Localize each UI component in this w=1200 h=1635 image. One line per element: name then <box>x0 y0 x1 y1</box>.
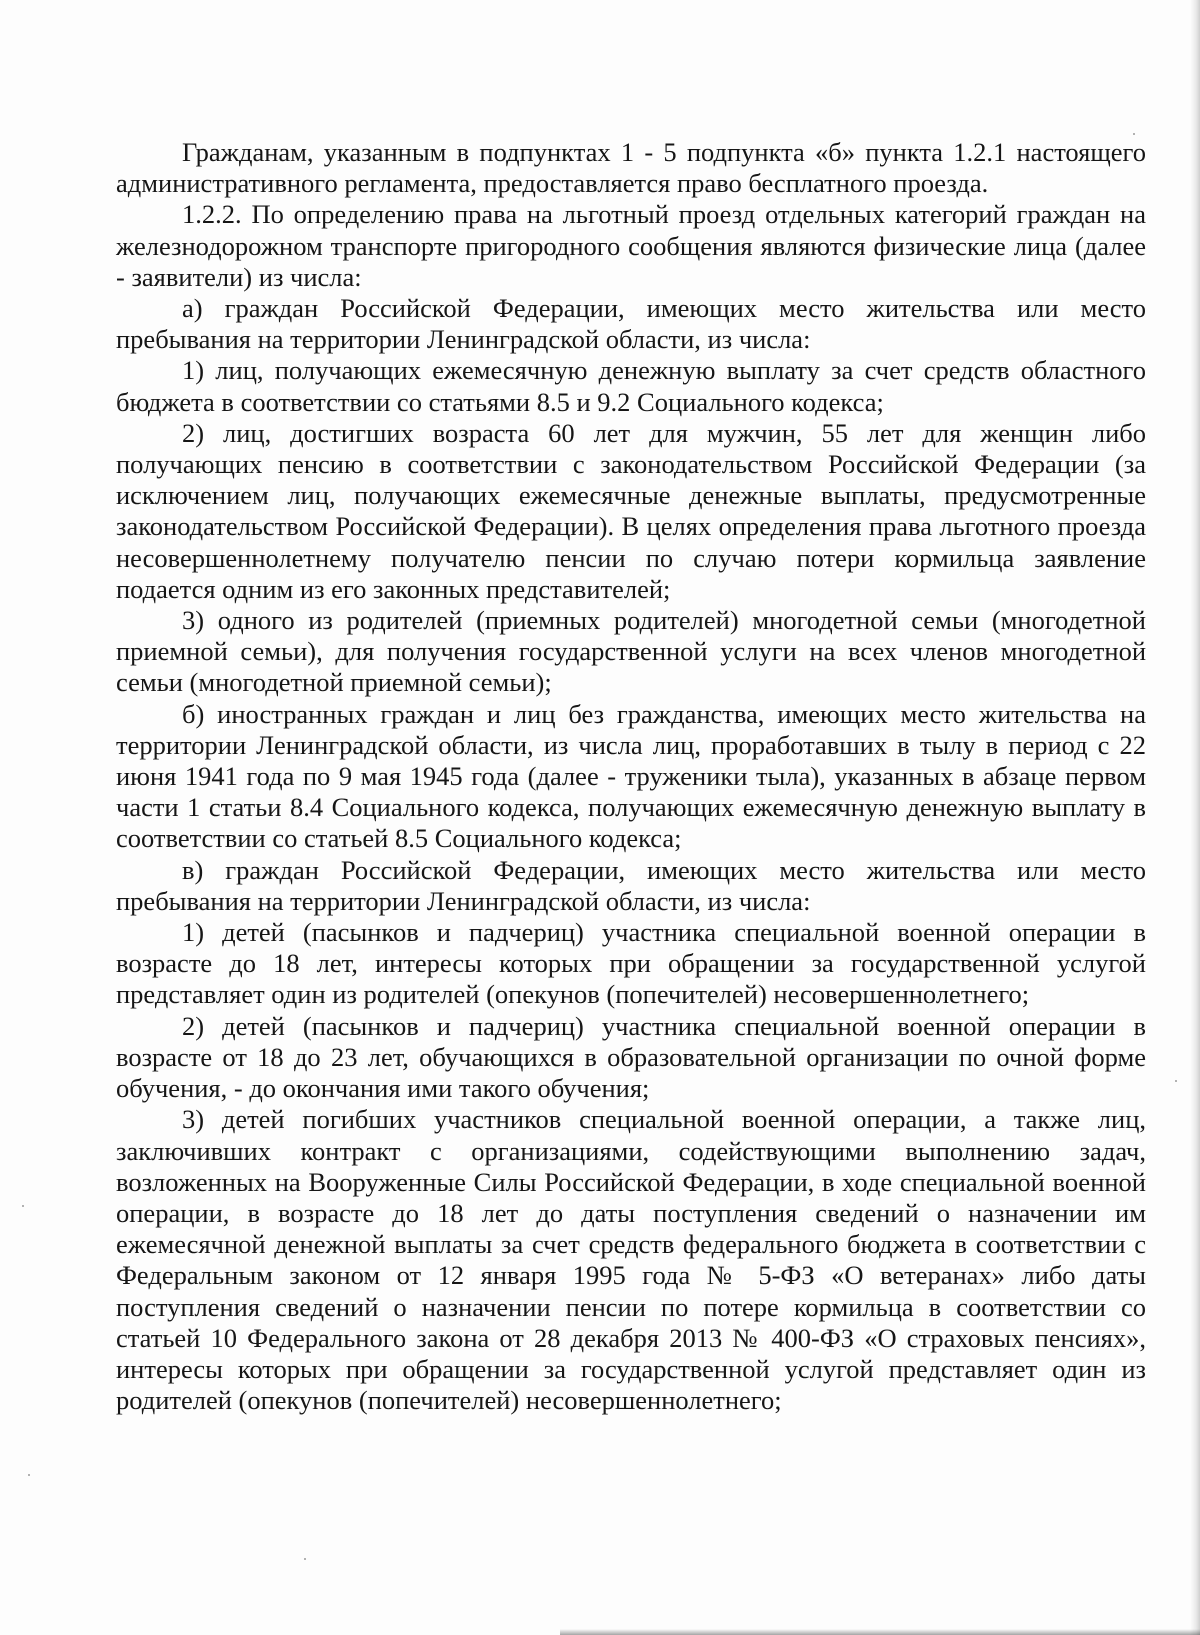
scan-speck <box>304 1558 306 1560</box>
paragraph: 3) одного из родителей (приемных родителей) многодетной семьи (многодетной приемной семьи), для получения государственной услуги на всех членов многодетной семьи (многодетной приемной семьи); <box>116 605 1146 698</box>
document-body <box>116 137 1146 1416</box>
scan-speck <box>28 1474 30 1476</box>
paragraph: Гражданам, указанным в подпунктах 1 - 5 подпункта «б» пункта 1.2.1 настоящего административного регламента, предоставляется право бесплатного проезда. <box>116 137 1146 199</box>
paragraph: а) граждан Российской Федерации, имеющих место жительства или место пребывания на территории Ленинградской области, из числа: <box>116 293 1146 355</box>
scan-shadow-right <box>1190 0 1200 1635</box>
scan-shadow-bottom <box>560 1629 1200 1635</box>
paragraph: 2) лиц, достигших возраста 60 лет для мужчин, 55 лет для женщин либо получающих пенсию в соответствии с законодательством Российской Федерации (за исключением лиц, получающих ежемесячные денежные выплаты, предусмотренные законодательством Российской Федерации). В целях определения права льготного проезда несовершеннолетнему получателю пенсии по случаю потери кормильца заявление подается одним из его законных представителей; <box>116 417 1146 604</box>
paragraph: 2) детей (пасынков и падчериц) участника специальной военной операции в возрасте от 18 до 23 лет, обучающихся в образовательной организации по очной форме обучения, - до окончания ими такого обучения; <box>116 1010 1146 1104</box>
scan-speck <box>22 1205 24 1207</box>
scan-speck <box>1175 1080 1177 1082</box>
paragraph: 1.2.2. По определению права на льготный проезд отдельных категорий граждан на железнодорожном транспорте пригородного сообщения являются физические лица (далее - заявители) из числа: <box>116 199 1146 292</box>
paragraph: б) иностранных граждан и лиц без гражданства, имеющих место жительства на территории Ленинградской области, из числа лиц, проработавших в тылу в период с 22 июня 1941 года по 9 мая 1945 года (далее - труженики тыла), указанных в абзаце первом части 1 статьи 8.4 Социального кодекса, получающих ежемесячную денежную выплату в соответствии со статьей 8.5 Социального кодекса; <box>116 698 1146 854</box>
paragraph: 1) детей (пасынков и падчериц) участника специальной военной операции в возрасте до 18 лет, интересы которых при обращении за государственной услугой представляет один из родителей (опекунов (попечителей) несовершеннолетнего; <box>116 917 1146 1010</box>
scan-speck <box>1133 133 1135 135</box>
paragraph: 3) детей погибших участников специальной военной операции, а также лиц, заключивших контракт с организациями, содействующими выполнению задач, возложенных на Вооруженные Силы Российской Федерации, в ходе специальной военной операции, в возрасте до 18 лет до даты поступления сведений о назначении им ежемесячной денежной выплаты за счет средств федерального бюджета в соответствии с Федеральным законом от 12 января 1995 года № 5-ФЗ «О ветеранах» либо даты поступления сведений о назначении пенсии по потере кормильца в соответствии со статьей 10 Федерального закона от 28 декабря 2013 № 400-ФЗ «О страховых пенсиях», интересы которых при обращении за государственной услугой представляет один из родителей (опекунов (попечителей) несовершеннолетнего; <box>116 1104 1146 1416</box>
paragraph: в) граждан Российской Федерации, имеющих место жительства или место пребывания на территории Ленинградской области, из числа: <box>116 854 1146 916</box>
paragraph: 1) лиц, получающих ежемесячную денежную выплату за счет средств областного бюджета в соответствии со статьями 8.5 и 9.2 Социального кодекса; <box>116 355 1146 417</box>
